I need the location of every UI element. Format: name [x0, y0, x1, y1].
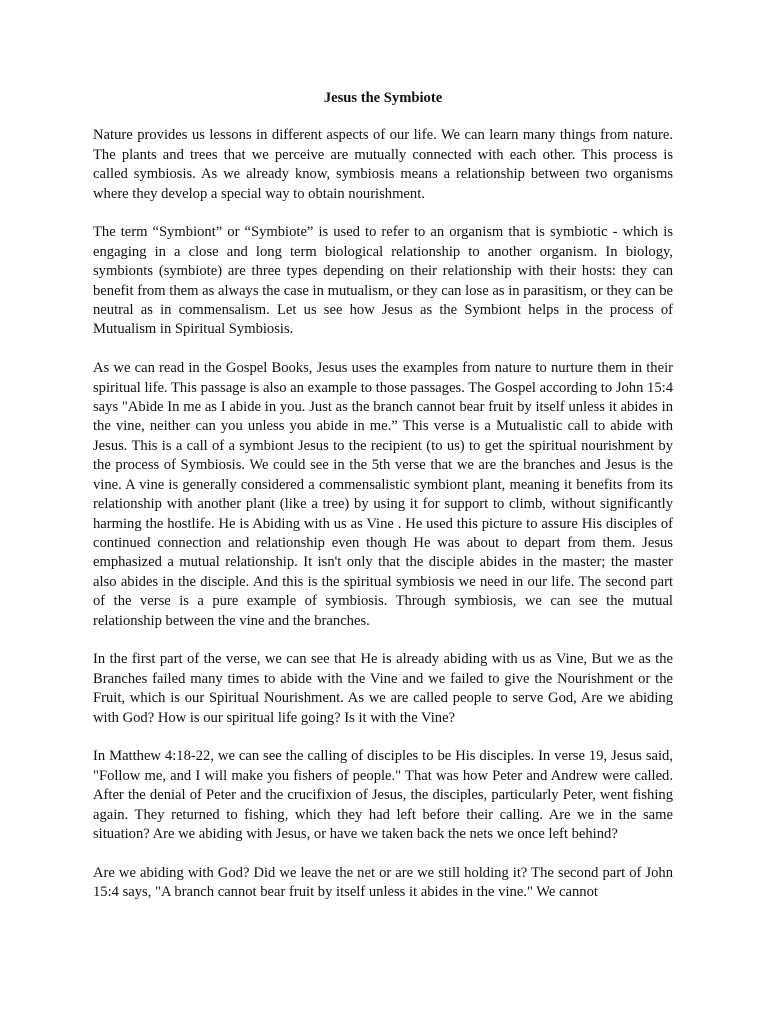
paragraph-net-question: Are we abiding with God? Did we leave the net or are we still holding it? The second part of John 15:4 says, "A branch cannot bear fruit by itself unless it abides in the vine." We cannot	[93, 864, 673, 901]
paragraph-symbiosis-intro: Nature provides us lessons in different aspects of our life. We can learn many things from nature. The plants and trees that we perceive are mutually connected with each other. This process is called symbiosis. As we already know, symbiosis means a relationship between two organisms where they develop a special way to obtain nourishment.	[93, 127, 673, 202]
paragraph-gospel-vine: As we can read in the Gospel Books, Jesus uses the examples from nature to nurture them in their spiritual life. This passage is also an example to those passages. The Gospel according to John 15:4 says "Abide In me as I abide in you. Just as the branch cannot bear fruit by itself unless it abides in the vine, neither can you unless you abide in me.” This verse is a Mutualistic call to abide with Jesus. This is a call of a symbiont Jesus to the recipient (to us) to get the spiritual nourishment by the process of Symbiosis. We could see in the 5th verse that we are the branches and Jesus is the vine. A vine is generally considered a commensalistic symbiont plant, meaning it benefits from its relationship with another plant (like a tree) by using it for support to climb, without significantly harming the hostlife. He is Abiding with us as Vine . He used this picture to assure His disciples of continued connection and relationship even though He was about to depart from them. Jesus emphasized a mutual relationship. It isn't only that the disciple abides in the master; the master also abides in the disciple. And this is the spiritual symbiosis we need in our life. The second part of the verse is a pure example of symbiosis. Through symbiosis, we can see the mutual relationship between the vine and the branches.	[93, 360, 673, 629]
document-title: Jesus the Symbiote	[323, 90, 443, 106]
paragraph-symbiont-definition: The term “Symbiont” or “Symbiote” is used to refer to an organism that is symbiotic - which is engaging in a close and long term biological relationship to another organism. In biology, symbionts (symbiote) are three types depending on their relationship with their hosts: they can benefit from them as always the case in mutualism, or they can lose as in parasitism, or they can be neutral as in commensalism. Let us see how Jesus as the Symbiont helps in the process of Mutualism in Spiritual Symbiosis.	[93, 224, 673, 338]
paragraph-fishers-of-people: In Matthew 4:18-22, we can see the calling of disciples to be His disciples. In verse 19, Jesus said, "Follow me, and I will make you fishers of people." That was how Peter and Andrew were called. After the denial of Peter and the crucifixion of Jesus, the disciples, particularly Peter, went fishing again. They returned to fishing, which they had left before their calling. Are we in the same situation? Are we abiding with Jesus, or have we taken back the nets we once left behind?	[93, 748, 673, 842]
paragraph-abiding-question: In the first part of the verse, we can see that He is already abiding with us as Vine, But we as the Branches failed many times to abide with the Vine and we failed to give the Nourishment or the Fruit, which is our Spiritual Nourishment. As we are called people to serve God, Are we abiding with God? How is our spiritual life going? Is it with the Vine?	[93, 651, 673, 726]
document-body	[93, 89, 673, 922]
